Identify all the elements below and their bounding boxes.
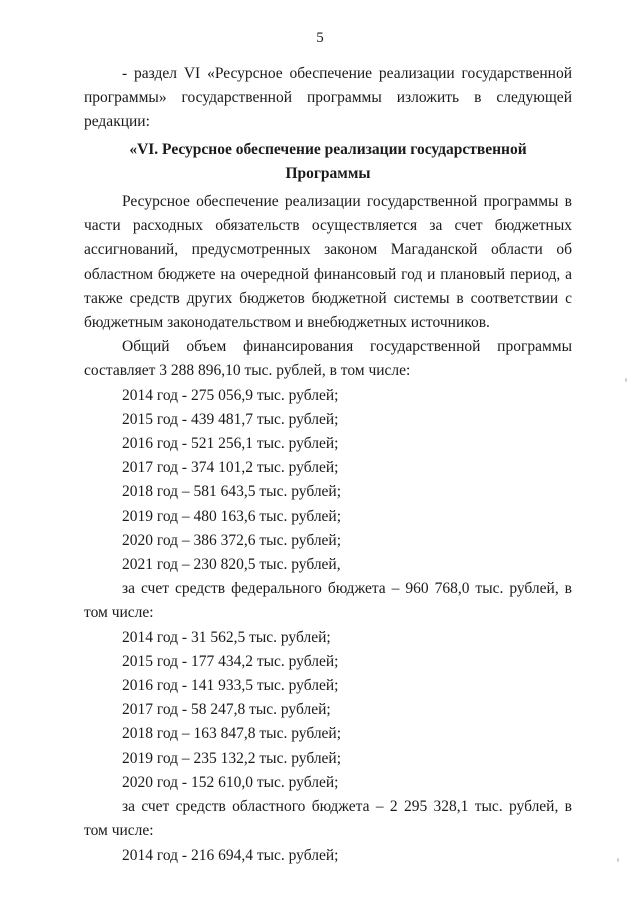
- resource-paragraph: Ресурсное обеспечение реализации государственной программы в части расходных обязательств осуществляется за счет бюджетных ассигнований, предусмотренных законом Магаданской области об областном бюджете на очередной финансовый год и плановый период, а также средств других бюджетов бюджетной системы в соответствии с бюджетным законодательством и внебюджетных источников.: [84, 193, 572, 332]
- list-item: 2018 год – 163 847,8 тыс. рублей;: [122, 725, 342, 743]
- document-body: [84, 62, 572, 868]
- list-item: 2019 год – 480 163,6 тыс. рублей;: [122, 507, 342, 525]
- list-item: 2020 год - 152 610,0 тыс. рублей;: [122, 773, 339, 791]
- list-item: 2014 год - 275 056,9 тыс. рублей;: [122, 386, 339, 404]
- list-item: 2015 год - 177 434,2 тыс. рублей;: [122, 652, 339, 670]
- federal-funding-paragraph: за счет средств федерального бюджета – 960 768,0 тыс. рублей, в том числе:: [84, 580, 572, 622]
- total-funding-by-year-list: [84, 384, 572, 578]
- list-item: 2017 год - 58 247,8 тыс. рублей;: [122, 701, 331, 719]
- regional-funding-by-year-list: [84, 844, 572, 868]
- list-item: 2015 год - 439 481,7 тыс. рублей;: [122, 410, 339, 428]
- list-item: 2014 год - 31 562,5 тыс. рублей;: [122, 628, 331, 646]
- list-item: 2014 год - 216 694,4 тыс. рублей;: [122, 846, 339, 864]
- scan-artifact: [617, 858, 619, 862]
- list-item: 2018 год – 581 643,5 тыс. рублей;: [122, 483, 342, 501]
- section-heading-line-1: «VI. Ресурсное обеспечение реализации государственной: [129, 140, 527, 158]
- intro-paragraph: - раздел VI «Ресурсное обеспечение реализации государственной программы» государственной программы изложить в следующей редакции:: [84, 65, 572, 131]
- list-item: 2019 год – 235 132,2 тыс. рублей;: [122, 749, 342, 767]
- list-item: 2017 год - 374 101,2 тыс. рублей;: [122, 459, 339, 477]
- list-item: 2020 год – 386 372,6 тыс. рублей;: [122, 531, 342, 549]
- total-funding-paragraph: Общий объем финансирования государственной программы составляет 3 288 896,10 тыс. рублей, в том числе:: [84, 338, 572, 380]
- list-item: 2021 год – 230 820,5 тыс. рублей,: [122, 556, 341, 574]
- federal-funding-by-year-list: [84, 626, 572, 795]
- list-item: 2016 год - 141 933,5 тыс. рублей;: [122, 677, 339, 695]
- section-heading-line-2: Программы: [285, 164, 371, 182]
- scan-artifact: [625, 378, 627, 382]
- list-item: 2016 год - 521 256,1 тыс. рублей;: [122, 435, 339, 453]
- page-number: 5: [316, 30, 324, 46]
- regional-funding-paragraph: за счет средств областного бюджета – 2 295 328,1 тыс. рублей, в том числе:: [84, 798, 572, 840]
